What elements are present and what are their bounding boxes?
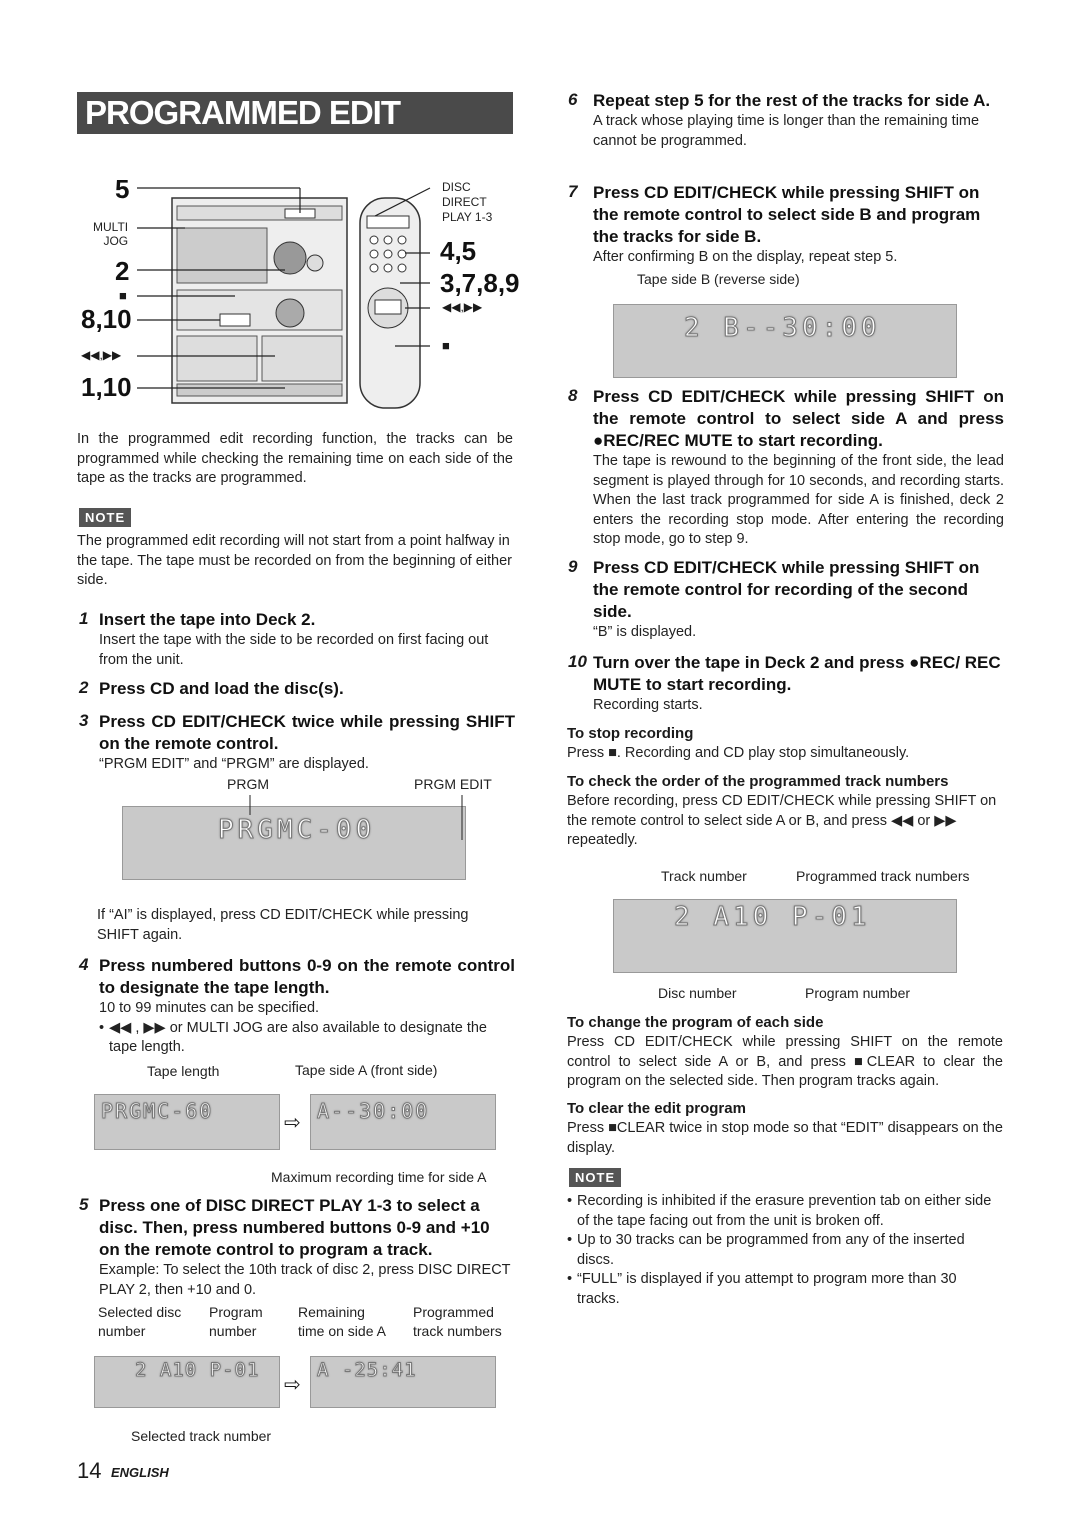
step-5 (79, 1195, 515, 1300)
section-heading: To change the program of each side (567, 1014, 824, 1031)
label-disc-direct: DISC DIRECT PLAY 1-3 (442, 180, 493, 224)
step-body: Insert the tape with the side to be recorded on first facing out from the unit. (99, 632, 489, 668)
step-body: 10 to 99 minutes can be specified. (99, 1000, 320, 1016)
step-heading: Press CD EDIT/CHECK while pressing SHIFT on the remote control to select side A and press ●REC/REC MUTE to start recording. (593, 387, 1004, 450)
stop-icon: ■ (119, 288, 127, 303)
step-body: Recording starts. (593, 697, 703, 713)
section-heading: To check the order of the programmed track numbers (567, 773, 949, 790)
stop-recording-section (567, 724, 1003, 764)
note-badge-2: NOTE (569, 1168, 621, 1187)
section-heading: To clear the edit program (567, 1100, 746, 1117)
lcd-display-step4-b (310, 1094, 496, 1150)
note-item: • “FULL” is displayed if you attempt to program more than 30 tracks. (567, 1270, 1003, 1309)
arrow-right-icon: ⇨ (284, 1374, 301, 1396)
section-body: Before recording, press CD EDIT/CHECK while pressing SHIFT on the remote control to select side A or B, and press ◀◀ or ▶▶ repeatedly. (567, 793, 997, 848)
lcd-text: 2 A10 P-01 (674, 902, 871, 932)
disc-number-label: Disc number (658, 985, 737, 1001)
page-title: PROGRAMMED EDIT RECORDING (77, 92, 513, 134)
step-3 (79, 711, 515, 775)
label-2: 2 (115, 256, 130, 286)
label-3-7-8-9: 3,7,8,9 (440, 268, 520, 298)
step-1 (79, 609, 515, 670)
remaining-time-label: Remaining time on side A (298, 1304, 386, 1339)
step-heading: Press CD EDIT/CHECK twice while pressing SHIFT on the remote control. (99, 712, 515, 753)
lcd-text: PRGMC-00 (218, 815, 376, 845)
step-7 (568, 182, 1004, 268)
note-badge: NOTE (79, 508, 131, 527)
note-item: • Up to 30 tracks can be programmed from any of the inserted discs. (567, 1231, 1003, 1270)
note-text: The programmed edit recording will not start from a point halfway in the tape. The tape must be recorded on from the beginning of either side. (77, 533, 513, 588)
step-body: “PRGM EDIT” and “PRGM” are displayed. (99, 756, 369, 772)
section-body: Press CD EDIT/CHECK while pressing SHIFT on the remote control to select side A or B, and press ■CLEAR to clear the program on the selected side. Then program tracks again. (567, 1034, 1003, 1089)
lcd-display-step5-b (310, 1356, 496, 1408)
step-number: 4 (79, 955, 89, 974)
step-number: 8 (568, 386, 578, 405)
max-time-label: Maximum recording time for side A (271, 1169, 487, 1185)
label-1-10: 1,10 (81, 372, 132, 402)
step-9 (568, 557, 1004, 643)
lcd-text: PRGMC-60 (101, 1099, 214, 1123)
skip-icons: ◀◀,▶▶ (81, 348, 122, 362)
lcd-text: A--30:00 (317, 1099, 430, 1123)
step-8 (568, 386, 1004, 550)
step-number: 9 (568, 557, 578, 576)
note-list (567, 1192, 1003, 1309)
tape-side-a-label: Tape side A (front side) (295, 1062, 438, 1078)
step-body: After confirming B on the display, repeat step 5. (593, 249, 898, 265)
step-body: “B” is displayed. (593, 624, 697, 640)
step-body: A track whose playing time is longer than the remaining time cannot be programmed. (593, 113, 980, 149)
label-multi-jog: MULTI JOG (93, 220, 129, 248)
programmed-tracks-label: Programmed track numbers (413, 1304, 502, 1339)
step-6 (568, 90, 1004, 151)
stop-icon-remote: ■ (442, 338, 450, 353)
step-heading: Turn over the tape in Deck 2 and press ●REC/ REC MUTE to start recording. (593, 653, 1001, 694)
lcd-text: 2 A10 P-01 (135, 1359, 260, 1381)
skip-icons-remote: ◀◀,▶▶ (442, 300, 483, 314)
program-number-label: Program number (209, 1304, 263, 1339)
lcd-text: 2 B--30:00 (684, 313, 881, 343)
step-bullet: • ◀◀ , ▶▶ or MULTI JOG are also available to designate the tape length. (99, 1019, 515, 1058)
step-number: 6 (568, 90, 578, 109)
step-4 (79, 955, 515, 1058)
lcd-display-step5-a (94, 1356, 280, 1408)
step-number: 5 (79, 1195, 89, 1214)
step-number: 1 (79, 609, 89, 628)
arrow-right-icon: ⇨ (284, 1112, 301, 1134)
step-number: 2 (79, 678, 89, 697)
note-item: • Recording is inhibited if the erasure prevention tab on either side of the tape facing out from the unit is broken off. (567, 1192, 1003, 1231)
label-5: 5 (115, 174, 130, 204)
step3-after: If “AI” is displayed, press CD EDIT/CHECK while pressing SHIFT again. (97, 907, 469, 943)
label-4-5: 4,5 (440, 236, 477, 266)
step-heading: Press numbered buttons 0-9 on the remote control to designate the tape length. (99, 956, 515, 997)
change-program-section (567, 1013, 1003, 1092)
language-label: ENGLISH (111, 1465, 169, 1480)
programmed-track-numbers-label: Programmed track numbers (796, 868, 970, 884)
step-heading: Press one of DISC DIRECT PLAY 1-3 to select a disc. Then, press numbered buttons 0-9 and +10 on the remote control to program a track. (99, 1196, 490, 1259)
step-number: 10 (568, 652, 587, 671)
track-number-label: Track number (661, 868, 747, 884)
lcd-display-step7 (613, 304, 957, 378)
prgm-lead-lines (240, 795, 470, 845)
prgm-edit-label: PRGM EDIT (414, 776, 492, 792)
lcd-text: A -25:41 (317, 1359, 417, 1381)
tape-length-label: Tape length (147, 1063, 220, 1079)
step-heading: Press CD and load the disc(s). (99, 679, 344, 698)
tape-side-b-label: Tape side B (reverse side) (637, 271, 800, 287)
step-number: 7 (568, 182, 578, 201)
lcd-display-check (613, 899, 957, 973)
label-8-10: 8,10 (81, 304, 132, 334)
intro-paragraph: In the programmed edit recording function, the tracks can be programmed while checking the remaining time on each side of the tape as the tracks are programmed. (77, 431, 513, 486)
step-heading: Press CD EDIT/CHECK while pressing SHIFT on the remote control for recording of the second side. (593, 558, 980, 621)
step-number: 3 (79, 711, 89, 730)
step-10 (568, 652, 1004, 716)
section-body: Press ■CLEAR twice in stop mode so that “EDIT” disappears on the display. (567, 1120, 1003, 1156)
lcd-display-step4-a (94, 1094, 280, 1150)
step-heading: Repeat step 5 for the rest of the tracks for side A. (593, 91, 991, 110)
selected-track-label: Selected track number (131, 1428, 272, 1444)
section-heading: To stop recording (567, 725, 694, 742)
page-number: 14 (77, 1458, 102, 1483)
program-number-label: Program number (805, 985, 911, 1001)
step-body: The tape is rewound to the beginning of the front side, the lead segment is played through for 10 seconds, and recording starts. When the last track programmed for side A is finished, deck 2 enters the recording stop mode. After entering the recording stop mode, go to step 9. (593, 453, 1004, 547)
selected-disc-label: Selected disc number (98, 1304, 182, 1339)
clear-program-section (567, 1099, 1003, 1158)
section-body: Press ■. Recording and CD play stop simultaneously. (567, 745, 910, 761)
stereo-figure (75, 168, 525, 413)
prgm-label: PRGM (227, 776, 269, 792)
step-example: Example: To select the 10th track of disc 2, press DISC DIRECT PLAY 2, then +10 and 0. (99, 1262, 511, 1298)
check-order-section (567, 772, 1003, 851)
step-heading: Insert the tape into Deck 2. (99, 610, 316, 629)
step-heading: Press CD EDIT/CHECK while pressing SHIFT on the remote control to select side B and program the tracks for side B. (593, 183, 981, 246)
step-2 (79, 678, 515, 700)
